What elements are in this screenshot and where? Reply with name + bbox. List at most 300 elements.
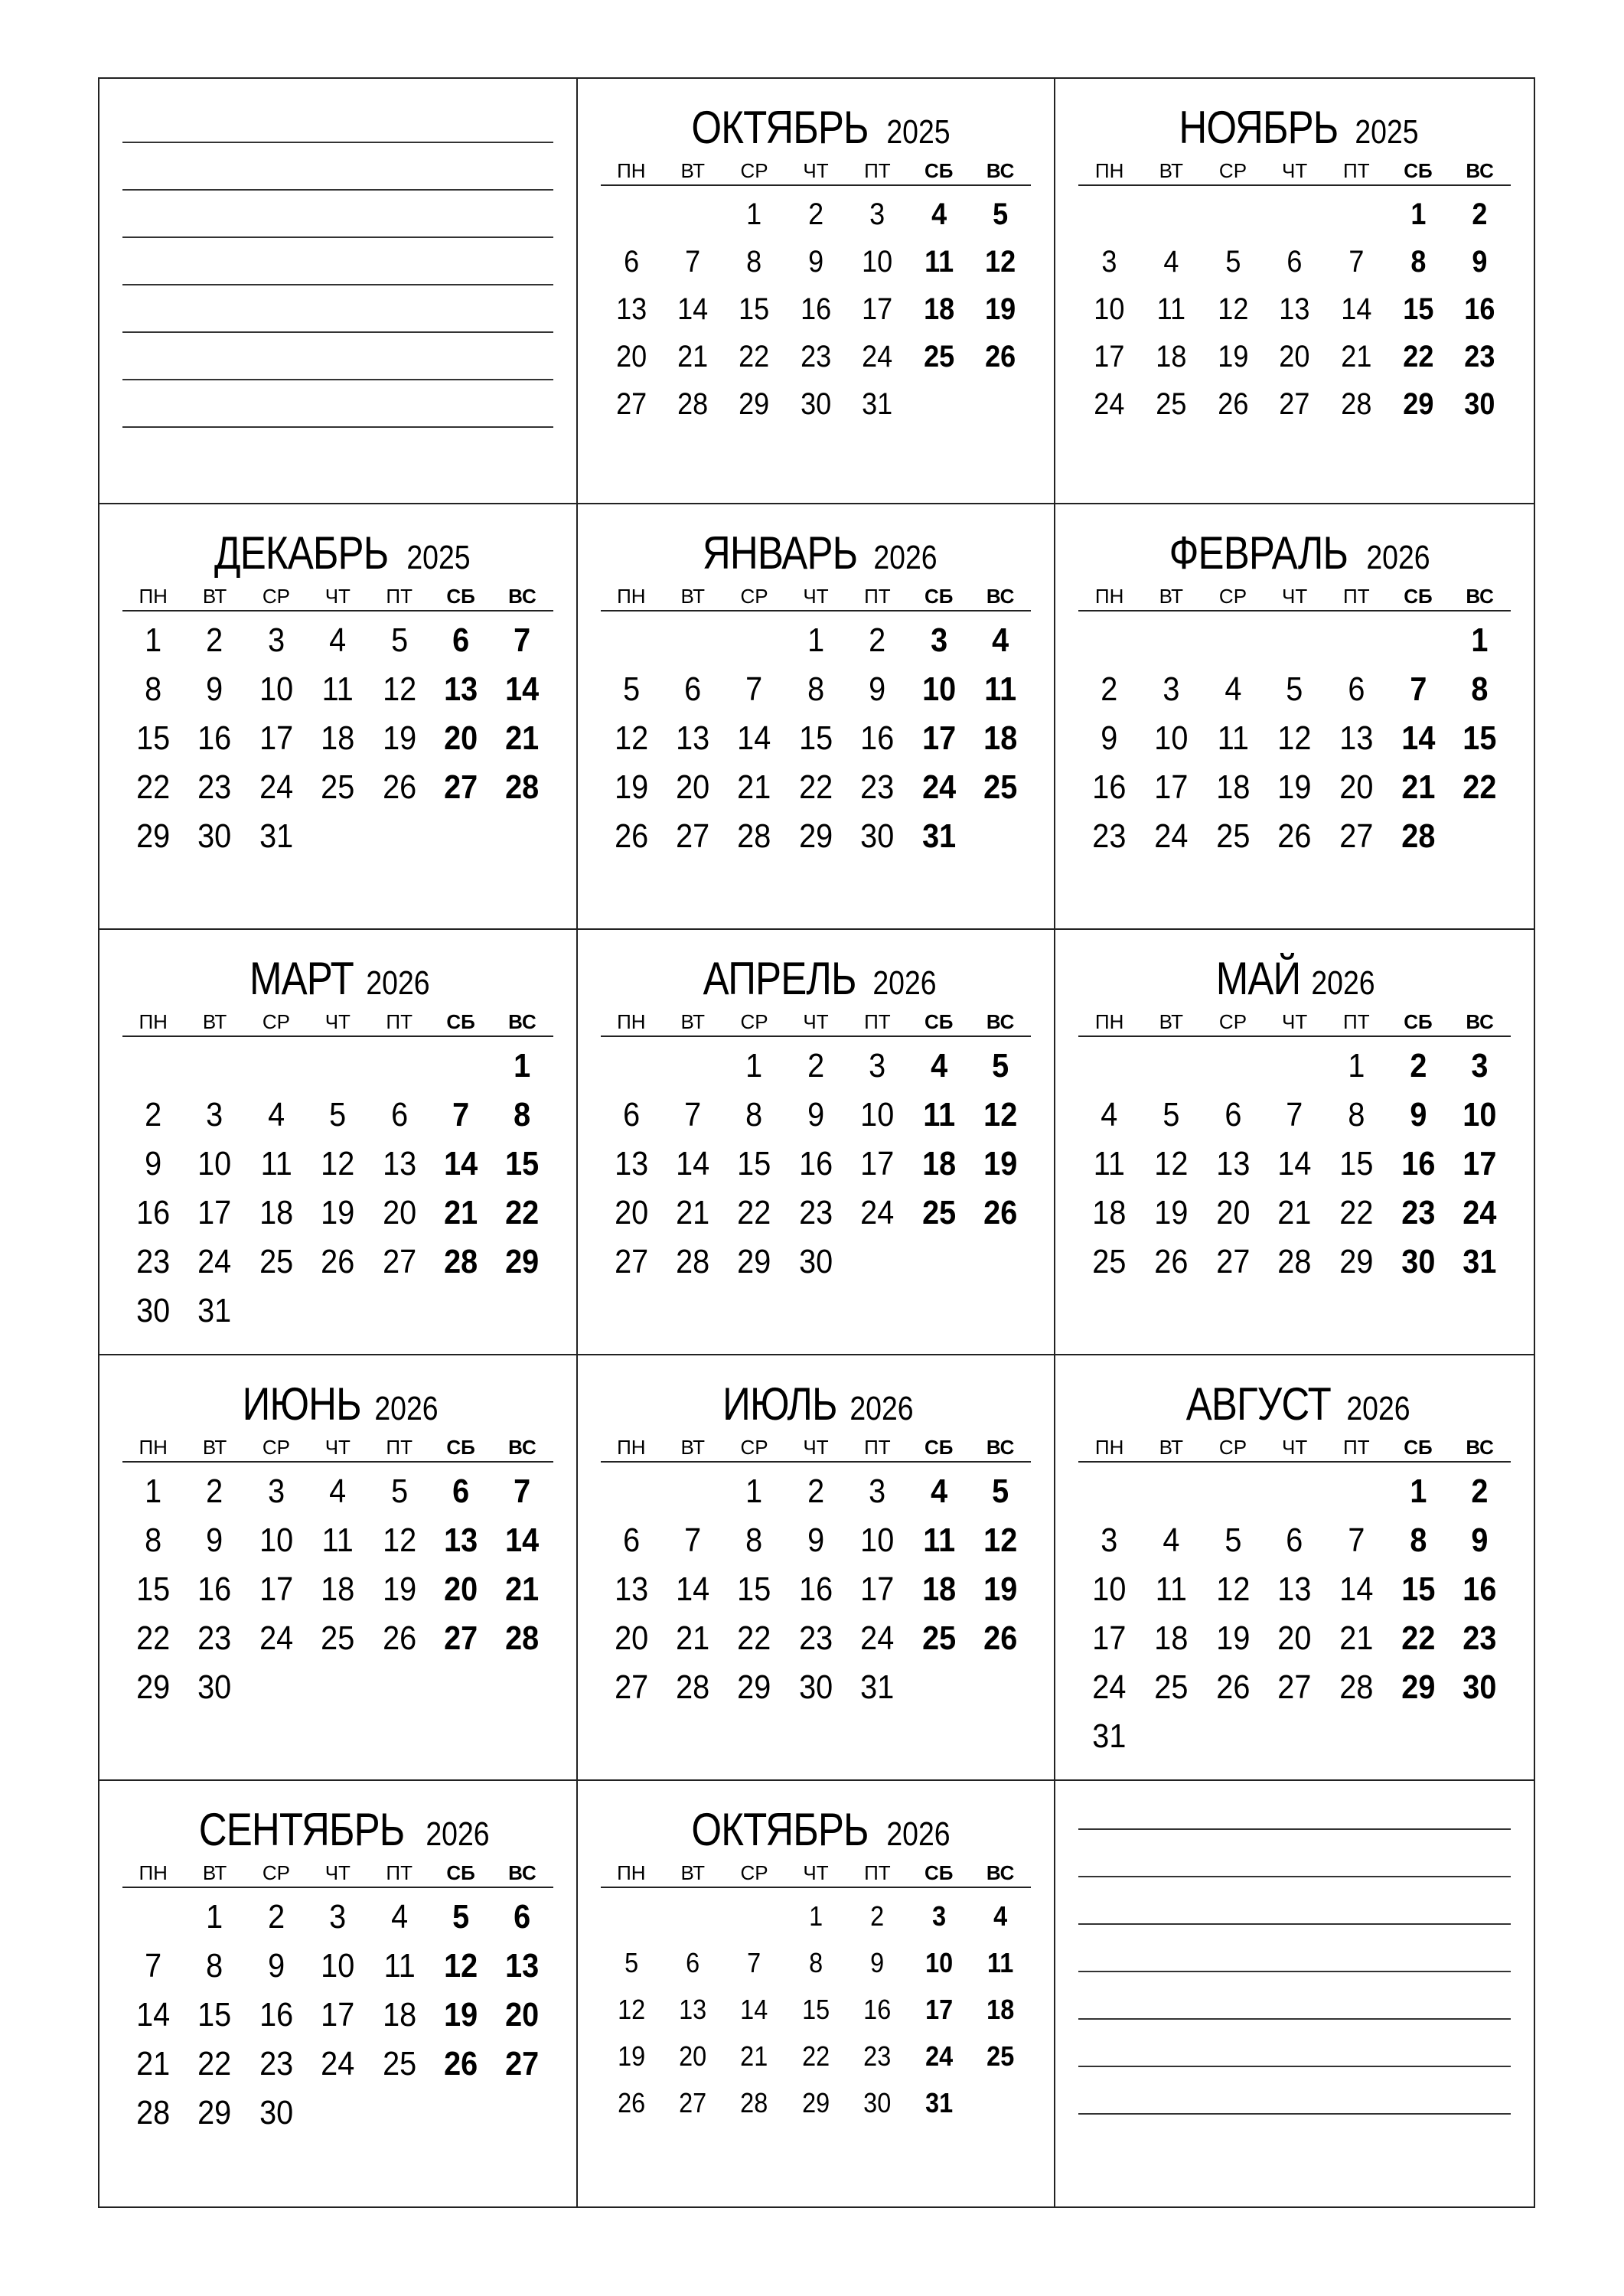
weekend-day[interactable]: 11 [924,245,954,279]
day[interactable]: 11 [321,670,354,708]
day[interactable]: 3 [267,1473,285,1510]
day[interactable]: 13 [615,292,647,326]
day[interactable]: 23 [860,768,895,806]
day[interactable]: 14 [1339,1570,1374,1608]
day[interactable]: 15 [737,1145,771,1182]
day[interactable]: 23 [197,1619,232,1657]
weekend-day[interactable]: 19 [444,1996,478,2033]
weekend-day[interactable]: 16 [1463,1570,1497,1608]
day[interactable]: 4 [1101,1096,1118,1133]
day[interactable]: 20 [1215,1194,1251,1231]
day[interactable]: 11 [1094,1145,1126,1182]
day[interactable]: 4 [329,1473,347,1510]
day[interactable]: 18 [259,1194,293,1231]
weekend-day[interactable]: 3 [930,621,947,659]
day[interactable]: 16 [136,1194,171,1231]
day[interactable]: 31 [197,1292,232,1329]
weekend-day[interactable]: 11 [984,670,1017,708]
day[interactable]: 4 [1224,670,1242,708]
note-line[interactable] [122,379,553,426]
note-line[interactable] [1078,2066,1511,2113]
day[interactable]: 30 [259,2094,293,2131]
day[interactable]: 15 [1339,1145,1374,1182]
day[interactable]: 23 [798,1619,833,1657]
day[interactable]: 30 [197,1668,232,1706]
day[interactable]: 18 [382,1996,416,2033]
day[interactable]: 19 [1277,768,1312,806]
day[interactable]: 7 [745,670,763,708]
day[interactable]: 2 [206,1473,223,1510]
day[interactable]: 14 [740,1994,768,2025]
weekend-day[interactable]: 15 [1463,719,1497,757]
day[interactable]: 12 [321,1145,355,1182]
weekend-day[interactable]: 9 [1471,1521,1489,1559]
day[interactable]: 26 [1277,817,1312,855]
day[interactable]: 3 [329,1898,347,1936]
day[interactable]: 12 [382,670,416,708]
day[interactable]: 24 [1154,817,1189,855]
day[interactable]: 10 [860,1096,895,1133]
weekend-day[interactable]: 3 [931,1900,946,1932]
day[interactable]: 28 [676,1243,710,1280]
day[interactable]: 30 [197,817,232,855]
weekend-day[interactable]: 15 [505,1145,540,1182]
day[interactable]: 11 [260,1145,292,1182]
weekend-day[interactable]: 16 [1401,1145,1436,1182]
day[interactable]: 26 [382,1619,416,1657]
weekend-day[interactable]: 18 [921,1145,956,1182]
day[interactable]: 18 [321,1570,355,1608]
day[interactable]: 15 [197,1996,232,2033]
day[interactable]: 5 [390,621,408,659]
note-line[interactable] [1078,1971,1511,2018]
day[interactable]: 27 [679,2087,707,2118]
day[interactable]: 3 [869,1047,886,1084]
day[interactable]: 5 [329,1096,347,1133]
day[interactable]: 25 [321,1619,355,1657]
weekend-day[interactable]: 30 [1464,387,1495,421]
day[interactable]: 5 [1225,245,1241,279]
day[interactable]: 10 [1094,292,1125,326]
day[interactable]: 21 [737,768,771,806]
weekend-day[interactable]: 7 [1409,670,1427,708]
day[interactable]: 31 [862,387,893,421]
day[interactable]: 28 [677,387,709,421]
day[interactable]: 19 [617,2040,645,2072]
note-line[interactable] [1078,1923,1511,1971]
day[interactable]: 6 [684,670,702,708]
note-line[interactable] [122,284,553,331]
weekend-day[interactable]: 14 [1401,719,1436,757]
weekend-day[interactable]: 28 [505,1619,540,1657]
day[interactable]: 8 [745,1096,763,1133]
weekend-day[interactable]: 19 [985,292,1016,326]
day[interactable]: 30 [800,387,832,421]
day[interactable]: 3 [869,1473,886,1510]
weekend-day[interactable]: 27 [444,768,478,806]
day[interactable]: 19 [614,768,648,806]
day[interactable]: 22 [136,1619,171,1657]
day[interactable]: 29 [136,817,171,855]
weekend-day[interactable]: 4 [930,1047,947,1084]
day[interactable]: 10 [1092,1570,1127,1608]
day[interactable]: 1 [1348,1047,1365,1084]
day[interactable]: 12 [1215,1570,1251,1608]
day[interactable]: 11 [1155,1570,1187,1608]
weekend-day[interactable]: 13 [505,1947,540,1985]
day[interactable]: 12 [1217,292,1249,326]
weekend-day[interactable]: 5 [992,1473,1009,1510]
day[interactable]: 20 [614,1619,648,1657]
weekend-day[interactable]: 10 [1463,1096,1497,1133]
day[interactable]: 27 [1215,1243,1251,1280]
day[interactable]: 20 [1277,1619,1312,1657]
weekend-day[interactable]: 17 [921,719,956,757]
weekend-day[interactable]: 31 [925,2087,953,2118]
day[interactable]: 8 [1348,1096,1365,1133]
weekend-day[interactable]: 16 [1464,292,1495,326]
day[interactable]: 28 [136,2094,171,2131]
day[interactable]: 13 [1277,1570,1312,1608]
day[interactable]: 2 [206,621,223,659]
day[interactable]: 29 [737,1243,771,1280]
day[interactable]: 17 [1154,768,1189,806]
day[interactable]: 17 [259,719,293,757]
day[interactable]: 27 [1339,817,1374,855]
day[interactable]: 22 [798,768,833,806]
day[interactable]: 11 [1156,292,1186,326]
day[interactable]: 13 [1215,1145,1251,1182]
day[interactable]: 6 [622,1096,640,1133]
weekend-day[interactable]: 23 [1464,340,1495,373]
weekend-day[interactable]: 1 [1471,621,1489,659]
weekend-day[interactable]: 19 [983,1145,1018,1182]
day[interactable]: 1 [745,1047,763,1084]
day[interactable]: 23 [136,1243,171,1280]
day[interactable]: 2 [807,1047,824,1084]
day[interactable]: 28 [1339,1668,1374,1706]
day[interactable]: 10 [862,245,893,279]
day[interactable]: 1 [745,1473,763,1510]
day[interactable]: 12 [617,1994,645,2025]
day[interactable]: 16 [197,1570,232,1608]
day[interactable]: 11 [383,1947,416,1985]
weekend-day[interactable]: 5 [992,1047,1009,1084]
day[interactable]: 4 [1163,245,1179,279]
day[interactable]: 29 [136,1668,171,1706]
day[interactable]: 19 [382,719,416,757]
note-line[interactable] [122,236,553,284]
day[interactable]: 14 [677,292,709,326]
day[interactable]: 14 [737,719,771,757]
day[interactable]: 30 [863,2087,892,2118]
day[interactable]: 16 [863,1994,892,2025]
day[interactable]: 14 [676,1145,710,1182]
day[interactable]: 6 [1286,245,1303,279]
day[interactable]: 19 [382,1570,416,1608]
weekend-day[interactable]: 24 [925,2040,953,2072]
day[interactable]: 20 [679,2040,707,2072]
weekend-day[interactable]: 13 [444,670,478,708]
day[interactable]: 25 [321,768,355,806]
day[interactable]: 14 [676,1570,710,1608]
weekend-day[interactable]: 9 [1409,1096,1427,1133]
weekend-day[interactable]: 20 [505,1996,540,2033]
weekend-day[interactable]: 21 [505,1570,540,1608]
day[interactable]: 28 [737,817,771,855]
day[interactable]: 16 [197,719,232,757]
day[interactable]: 22 [136,768,171,806]
day[interactable]: 21 [136,2045,171,2082]
day[interactable]: 27 [614,1243,648,1280]
day[interactable]: 8 [145,670,162,708]
weekend-day[interactable]: 8 [1410,245,1426,279]
day[interactable]: 6 [686,1947,700,1978]
weekend-day[interactable]: 22 [505,1194,540,1231]
weekend-day[interactable]: 21 [444,1194,478,1231]
day[interactable]: 4 [267,1096,285,1133]
day[interactable]: 2 [1101,670,1118,708]
day[interactable]: 16 [1092,768,1127,806]
weekend-day[interactable]: 26 [985,340,1016,373]
weekend-day[interactable]: 5 [993,197,1009,231]
day[interactable]: 29 [739,387,770,421]
day[interactable]: 4 [390,1898,408,1936]
weekend-day[interactable]: 7 [514,1473,531,1510]
day[interactable]: 2 [267,1898,285,1936]
weekend-day[interactable]: 1 [1410,197,1426,231]
weekend-day[interactable]: 18 [986,1994,1015,2025]
day[interactable]: 7 [684,1096,702,1133]
day[interactable]: 4 [329,621,347,659]
day[interactable]: 6 [623,245,639,279]
day[interactable]: 17 [197,1194,232,1231]
day[interactable]: 9 [1101,719,1118,757]
day[interactable]: 26 [1215,1668,1251,1706]
day[interactable]: 5 [624,1947,638,1978]
weekend-day[interactable]: 22 [1463,768,1497,806]
weekend-day[interactable]: 21 [1401,768,1436,806]
weekend-day[interactable]: 11 [922,1521,955,1559]
day[interactable]: 6 [1224,1096,1242,1133]
weekend-day[interactable]: 24 [921,768,956,806]
weekend-day[interactable]: 10 [921,670,956,708]
day[interactable]: 23 [1092,817,1127,855]
weekend-day[interactable]: 20 [444,1570,478,1608]
day[interactable]: 27 [1277,1668,1312,1706]
weekend-day[interactable]: 11 [922,1096,955,1133]
note-line[interactable] [122,426,553,474]
weekend-day[interactable]: 2 [1472,197,1488,231]
day[interactable]: 5 [622,670,640,708]
weekend-day[interactable]: 18 [983,719,1018,757]
day[interactable]: 22 [197,2045,232,2082]
weekend-day[interactable]: 26 [983,1194,1018,1231]
day[interactable]: 7 [1348,245,1365,279]
day[interactable]: 11 [1217,719,1249,757]
weekend-day[interactable]: 3 [1471,1047,1489,1084]
day[interactable]: 31 [860,1668,895,1706]
weekend-day[interactable]: 30 [1401,1243,1436,1280]
weekend-day[interactable]: 29 [1401,1668,1436,1706]
weekend-day[interactable]: 2 [1409,1047,1427,1084]
weekend-day[interactable]: 29 [505,1243,540,1280]
day[interactable]: 12 [1277,719,1312,757]
day[interactable]: 20 [615,340,647,373]
weekend-day[interactable]: 6 [514,1898,531,1936]
day[interactable]: 1 [808,1900,823,1932]
day[interactable]: 17 [259,1570,293,1608]
day[interactable]: 26 [1154,1243,1189,1280]
weekend-day[interactable]: 31 [921,817,956,855]
weekend-day[interactable]: 18 [921,1570,956,1608]
day[interactable]: 6 [1286,1521,1303,1559]
day[interactable]: 25 [1156,387,1187,421]
day[interactable]: 27 [382,1243,416,1280]
day[interactable]: 3 [267,621,285,659]
note-line[interactable] [1078,2018,1511,2066]
day[interactable]: 10 [259,1521,293,1559]
day[interactable]: 1 [145,621,162,659]
day[interactable]: 29 [737,1668,771,1706]
day[interactable]: 8 [746,245,762,279]
weekend-day[interactable]: 23 [1463,1619,1497,1657]
weekend-day[interactable]: 5 [452,1898,470,1936]
weekend-day[interactable]: 12 [985,245,1016,279]
weekend-day[interactable]: 28 [505,768,540,806]
day[interactable]: 23 [259,2045,293,2082]
weekend-day[interactable]: 1 [1409,1473,1427,1510]
weekend-day[interactable]: 30 [1463,1668,1497,1706]
day[interactable]: 25 [1154,1668,1189,1706]
day[interactable]: 29 [197,2094,232,2131]
weekend-day[interactable]: 17 [925,1994,953,2025]
day[interactable]: 14 [1341,292,1372,326]
note-line[interactable] [122,189,553,236]
weekend-day[interactable]: 7 [452,1096,470,1133]
day[interactable]: 13 [679,1994,707,2025]
weekend-day[interactable]: 26 [444,2045,478,2082]
day[interactable]: 20 [1279,340,1310,373]
day[interactable]: 2 [145,1096,162,1133]
weekend-day[interactable]: 11 [986,1947,1014,1978]
day[interactable]: 27 [676,817,710,855]
day[interactable]: 9 [807,245,823,279]
weekend-day[interactable]: 4 [931,197,947,231]
day[interactable]: 31 [259,817,293,855]
day[interactable]: 2 [870,1900,885,1932]
day[interactable]: 6 [390,1096,408,1133]
day[interactable]: 8 [807,670,824,708]
day[interactable]: 9 [267,1947,285,1985]
day[interactable]: 30 [798,1668,833,1706]
weekend-day[interactable]: 2 [1471,1473,1489,1510]
day[interactable]: 15 [801,1994,830,2025]
weekend-day[interactable]: 12 [444,1947,478,1985]
day[interactable]: 18 [1092,1194,1127,1231]
day[interactable]: 1 [145,1473,162,1510]
day[interactable]: 11 [321,1521,354,1559]
day[interactable]: 12 [1154,1145,1189,1182]
day[interactable]: 9 [869,670,886,708]
weekend-day[interactable]: 19 [983,1570,1018,1608]
weekend-day[interactable]: 4 [930,1473,947,1510]
day[interactable]: 14 [1277,1145,1312,1182]
day[interactable]: 6 [1348,670,1365,708]
day[interactable]: 26 [321,1243,355,1280]
day[interactable]: 25 [1215,817,1251,855]
day[interactable]: 22 [737,1619,771,1657]
weekend-day[interactable]: 6 [452,621,470,659]
day[interactable]: 24 [1094,387,1125,421]
day[interactable]: 28 [676,1668,710,1706]
day[interactable]: 9 [807,1521,824,1559]
day[interactable]: 3 [869,197,885,231]
day[interactable]: 13 [382,1145,416,1182]
day[interactable]: 16 [798,1145,833,1182]
day[interactable]: 21 [677,340,709,373]
day[interactable]: 9 [145,1145,162,1182]
day[interactable]: 8 [808,1947,823,1978]
day[interactable]: 15 [739,292,770,326]
day[interactable]: 21 [676,1619,710,1657]
day[interactable]: 22 [739,340,770,373]
day[interactable]: 13 [1279,292,1310,326]
day[interactable]: 2 [807,1473,824,1510]
day[interactable]: 20 [676,768,710,806]
day[interactable]: 28 [1341,387,1372,421]
day[interactable]: 16 [798,1570,833,1608]
day[interactable]: 25 [382,2045,416,2082]
weekend-day[interactable]: 20 [444,719,478,757]
day[interactable]: 17 [1092,1619,1127,1657]
day[interactable]: 24 [860,1619,895,1657]
day[interactable]: 9 [206,1521,223,1559]
day[interactable]: 4 [1163,1521,1180,1559]
day[interactable]: 7 [145,1947,162,1985]
day[interactable]: 24 [321,2045,355,2082]
day[interactable]: 22 [801,2040,830,2072]
day[interactable]: 10 [321,1947,355,1985]
day[interactable]: 21 [1341,340,1372,373]
day[interactable]: 13 [614,1145,648,1182]
day[interactable]: 30 [860,817,895,855]
day[interactable]: 16 [800,292,832,326]
day[interactable]: 1 [807,621,824,659]
day[interactable]: 24 [259,1619,293,1657]
day[interactable]: 24 [862,340,893,373]
day[interactable]: 26 [614,817,648,855]
weekend-day[interactable]: 1 [514,1047,531,1084]
day[interactable]: 10 [1154,719,1189,757]
weekend-day[interactable]: 24 [1463,1194,1497,1231]
day[interactable]: 5 [1224,1521,1242,1559]
day[interactable]: 14 [136,1996,171,2033]
weekend-day[interactable]: 15 [1402,292,1434,326]
day[interactable]: 1 [746,197,762,231]
day[interactable]: 22 [1339,1194,1374,1231]
note-line[interactable] [1078,1876,1511,1923]
day[interactable]: 10 [197,1145,232,1182]
day[interactable]: 15 [737,1570,771,1608]
day[interactable]: 31 [1092,1717,1127,1755]
day[interactable]: 29 [801,2087,830,2118]
day[interactable]: 29 [1339,1243,1374,1280]
day[interactable]: 19 [1154,1194,1189,1231]
day[interactable]: 30 [798,1243,833,1280]
day[interactable]: 3 [206,1096,223,1133]
weekend-day[interactable]: 14 [444,1145,478,1182]
